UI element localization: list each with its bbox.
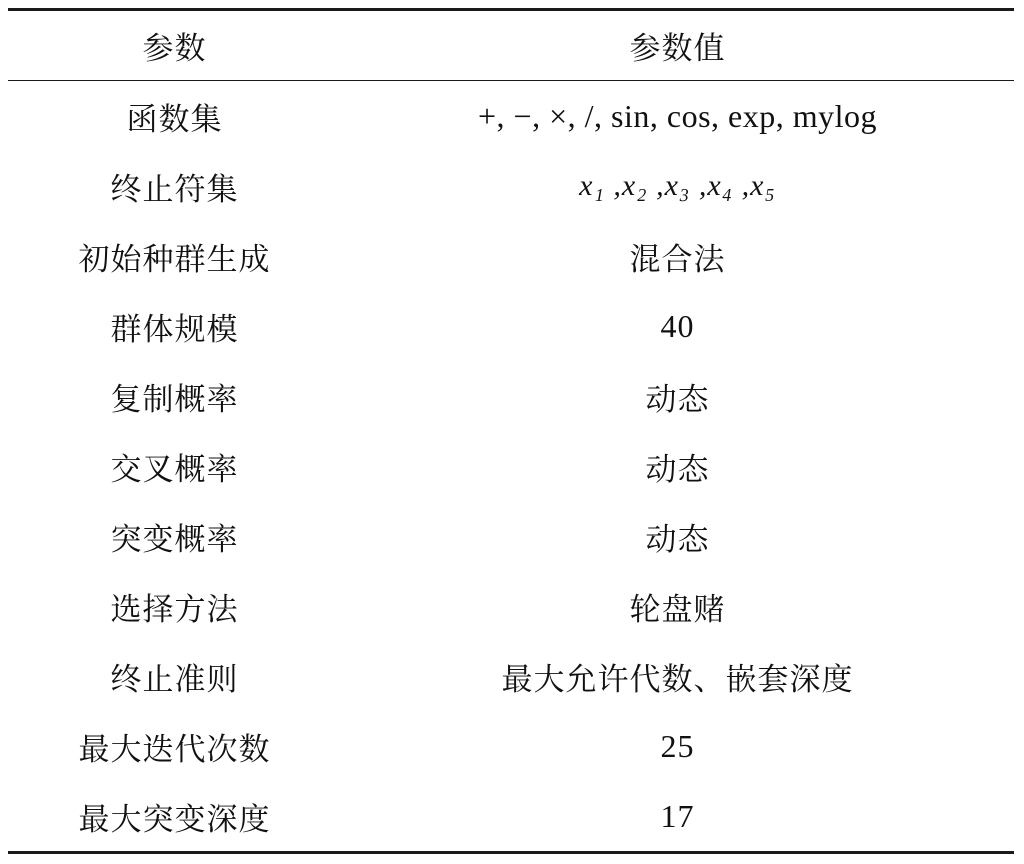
table-row <box>8 641 1014 711</box>
value-cell: 25 <box>660 727 695 764</box>
table-bottom-rule <box>8 851 1014 854</box>
table-row <box>8 431 1014 501</box>
table-row <box>8 571 1014 641</box>
value-cell: 动态 <box>645 521 710 558</box>
param-cell: 复制概率 <box>110 381 239 418</box>
param-cell: 终止符集 <box>110 171 239 208</box>
table-row <box>8 291 1014 361</box>
param-cell: 最大突变深度 <box>78 801 271 838</box>
header-value: 参数值 <box>629 31 726 67</box>
param-cell: 初始种群生成 <box>78 241 271 278</box>
param-cell: 函数集 <box>126 101 223 138</box>
value-cell: 动态 <box>645 381 710 418</box>
param-cell: 突变概率 <box>110 521 239 558</box>
table-row <box>8 711 1014 781</box>
param-cell: 终止准则 <box>110 661 239 698</box>
table-row <box>8 221 1014 291</box>
table-row <box>8 361 1014 431</box>
table-header-row <box>8 11 1014 80</box>
value-cell: 混合法 <box>629 241 726 278</box>
table-row <box>8 781 1014 851</box>
param-cell: 选择方法 <box>110 591 239 628</box>
value-cell: 动态 <box>645 451 710 488</box>
value-cell: 40 <box>660 307 695 344</box>
parameter-table <box>8 8 1014 854</box>
table-row <box>8 151 1014 221</box>
param-cell: 交叉概率 <box>110 451 239 488</box>
value-cell: 轮盘赌 <box>629 591 726 628</box>
value-cell: 17 <box>660 797 695 834</box>
table-body <box>8 81 1014 851</box>
value-cell: 最大允许代数、嵌套深度 <box>501 661 854 698</box>
param-cell: 群体规模 <box>110 311 239 348</box>
table-row <box>8 501 1014 571</box>
value-cell: x₁ ,x₂ ,x₃ ,x₄ ,x₅ <box>579 169 776 202</box>
table-row <box>8 81 1014 151</box>
value-cell: +, −, ×, /, sin, cos, exp, mylog <box>477 97 877 134</box>
param-cell: 最大迭代次数 <box>78 731 271 768</box>
header-param: 参数 <box>142 31 207 67</box>
